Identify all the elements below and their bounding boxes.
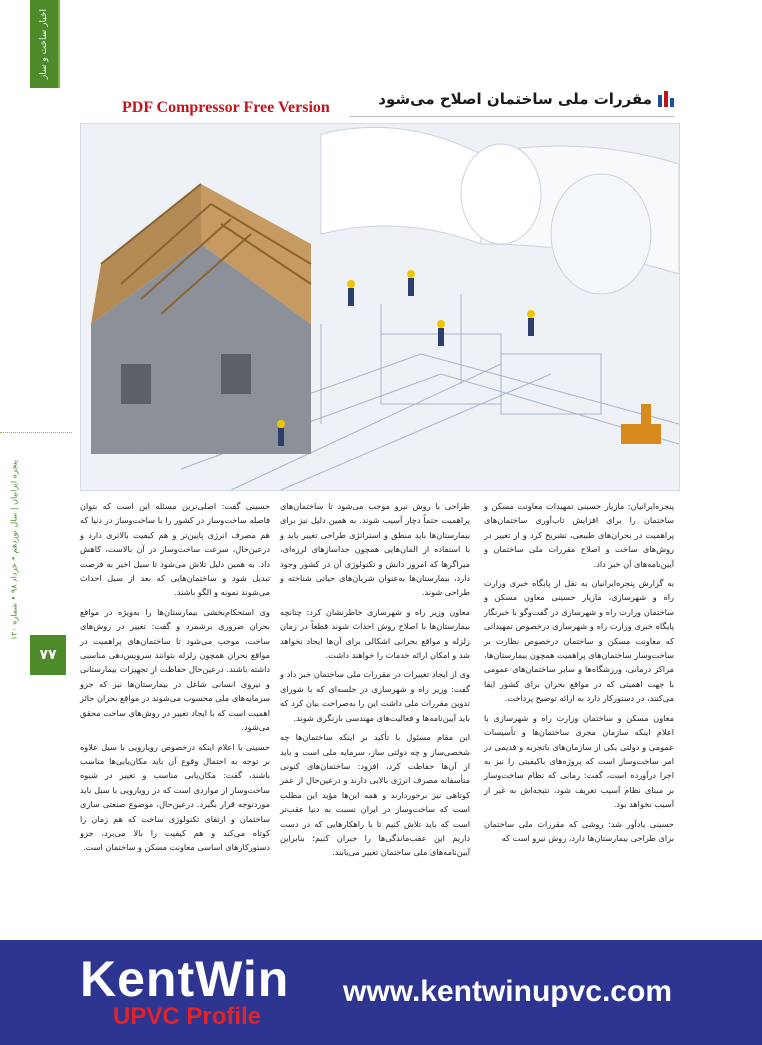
pdf-watermark: PDF Compressor Free Version [122,99,330,116]
advertisement-banner [0,940,762,1045]
article-column-2 [280,499,470,924]
title-divider [350,116,674,117]
ad-website: www.kentwinupvc.com [343,975,672,1008]
ad-brand-logo: KentWin [80,951,290,1007]
paragraph: معاون وزیر راه و شهرسازی خاطرنشان کرد: چنانچه بیمارستان‌ها با اصلاح روش احداث شوند قطعاً در زمان زلزله و مواقع بحرانی اشکالی برای آن‌ها ایجاد نخواهد شد و امکان ارائه خدمات را خواهند داشت. [280,606,470,661]
paragraph: این مقام مسئول با تأکید بر اینکه ساختمان‌ها چه شخصی‌ساز و چه دولتی ساز، سرمایه ملی است و باید از آن‌ها حفاظت کرد، افزود: ساختمان‌های کنونی متأسفانه مصرف انرژی بالایی دارند و درعین‌حال از عمر کوتاهی نیز برخوردارند و همه این‌ها مؤید این مطلب است که ساخت‌وساز در ایران نسبت به دنیا عقب‌تر است که باید تلاش کنیم تا با راهکارهایی که در دست داریم این عقب‌ماندگی‌ها را جبران کنیم؛ بنابراین آیین‌نامه‌های ملی ساختمان تغییر می‌یابند. [280,732,470,858]
issue-rail [0,430,30,675]
article-column-3 [80,499,270,924]
bar-chart-icon [658,91,674,107]
page-number: ۷۷ [30,635,66,675]
paragraph: به گزارش پنجره‌ایرانیان به نقل از پایگاه خبری وزارت راه و شهرسازی، مازیار حسینی معاون مسکن و ساختمان وزارت راه و شهرسازی در گفت‌وگو با خبرنگار پایگاه خبری وزارت راه و شهرسازی درخصوص تمهیداتی که معاونت مسکن و ساختمان درخصوص نظارت بر ساخت‌وساز ساختمان‌های پراهمیت همچون بیمارستان‌ها، مراکز درمانی، ورزشگاه‌ها و سایر ساختمان‌های عمومی با جهت اهمیتی که در مواقع بحران برای کشور ایفا می‌کنند، در دستورکار دارد به ارائه توضیح پرداخت. [484,578,674,704]
article-title [378,90,674,108]
paragraph: حسینی با اعلام اینکه درخصوص رویارویی با سیل علاوه بر توجه به احتمال وقوع آن باید مکان‌یابی‌ها مناسب باشند، گفت: مکان‌یابی مناسب و تغییر در شیوه ساخت‌وساز از مواردی است که در رویارویی با سیل باید موردتوجه قرار بگیرد. درعین‌حال، موضوع صنعتی سازی ساختمان و ارتقای تکنولوژی ساخت که هم زمان را کوتاه می‌کند و هم کیفیت را بالا می‌برد، جزو دستورکارهای اساسی معاونت مسکن و ساختمان است. [80,741,270,853]
paragraph: پنجره‌ایرانیان: مازیار حسینی تمهیدات معاونت مسکن و ساختمان را برای افزایش تاب‌آوری ساختمان‌های پراهمیت در بحران‌های طبیعی، تشریح کرد و از تغییر در روش‌های ساخت و اصلاح مقررات ملی ساختمان و آیین‌نامه‌های آن خبر داد. [484,501,674,569]
ad-tagline: UPVC Profile [113,1003,262,1030]
paragraph: حسینی گفت: اصلی‌ترین مسئله این است که بتوان فاصله ساخت‌وساز در کشور را با ساخت‌وساز در دنیا که هم مصرف انرژی پایین‌تر و هم کیفیت بالاتری دارد و درعین‌حال، سرعت ساخت‌وساز در آن بالاست، کاهش داد. به همین دلیل تلاش می‌شود تا سیل اخیر به فرصت تبدیل شود و ساختمان‌هایی که بعد از سیل احداث می‌شوند نمونه و الگو باشند. [80,501,270,598]
paragraph: وی استحکام‌بخشی بیمارستان‌ها را به‌ویژه در مواقع بحران ضروری برشمرد و گفت: تغییر در روش‌های ساخت، موجب می‌شود تا ساختمان‌های پراهمیت در مواقع بحران همچون زلزله بتوانند سرویس‌دهی مناسبی داشته باشند. درعین‌حال حفاظت از تجهیزات بیمارستانی و نیروی انسانی شاغل در بیمارستان‌ها نیز که جزو سرمایه‌های ملی محسوب می‌شوند در مواقع بحران حائز اهمیت است که با ایجاد تغییر در روش‌های ساخت محقق می‌شود. [80,606,270,733]
paragraph: حسینی یادآور شد: روشی که مقررات ملی ساختمان برای طراحی بیمارستان‌ها دارد، روش نیرو است که [484,818,674,843]
section-tab-label: اخبار ساخت و ساز [39,8,49,80]
article-title-text: مقررات ملی ساختمان اصلاح می‌شود [378,90,652,108]
article-column-1 [484,499,674,924]
paragraph: وی از ایجاد تغییرات در مقررات ملی ساختمان خبر داد و گفت: وزیر راه و شهرسازی در جلسه‌ای که با شورای تدوین مقررات ملی داشت این را به‌صراحت بیان کرد که باید آیین‌نامه‌ها و فعالیت‌های مهندسی بازنگری شوند. [280,669,470,723]
paragraph: معاون مسکن و ساختمان وزارت راه و شهرسازی با اعلام اینکه سازمان مجری ساختمان‌ها و تأسیسات عمومی و دولتی یکی از سازمان‌های باتجربه و قدیمی در امر ساخت‌وساز است که پروژه‌های باکیفیتی را نیز به اجرا درآورده است، گفت: زمانی که نظام ساخت‌وساز بر مبنای نظام آسیب تعریف شود، نتیجه‌اش به غیر از آسیب نخواهد بود. [484,712,674,810]
section-tab [30,0,58,88]
issue-info: پنجره ایرانیان | سال نوزدهم • خرداد ۹۸ • شماره ۱۲۰ [9,459,19,641]
section-tab-line [58,0,60,88]
construction-illustration [80,123,680,491]
paragraph: طراحی با روش نیرو موجب می‌شود تا ساختمان‌های پراهمیت حتماً دچار آسیب شوند. به همین دلیل نیز برای بیمارستان‌ها باید منطق و استراتژی طراحی تغییر یابد و با استفاده از المان‌هایی همچون جداسازهای لرزه‌ای، میراگرها که امروز دانش و تکنولوژی آن در کشور وجود دارد، بیمارستان‌ها به‌عنوان شریان‌های حیاتی شناخته و طراحی شوند. [280,501,470,598]
